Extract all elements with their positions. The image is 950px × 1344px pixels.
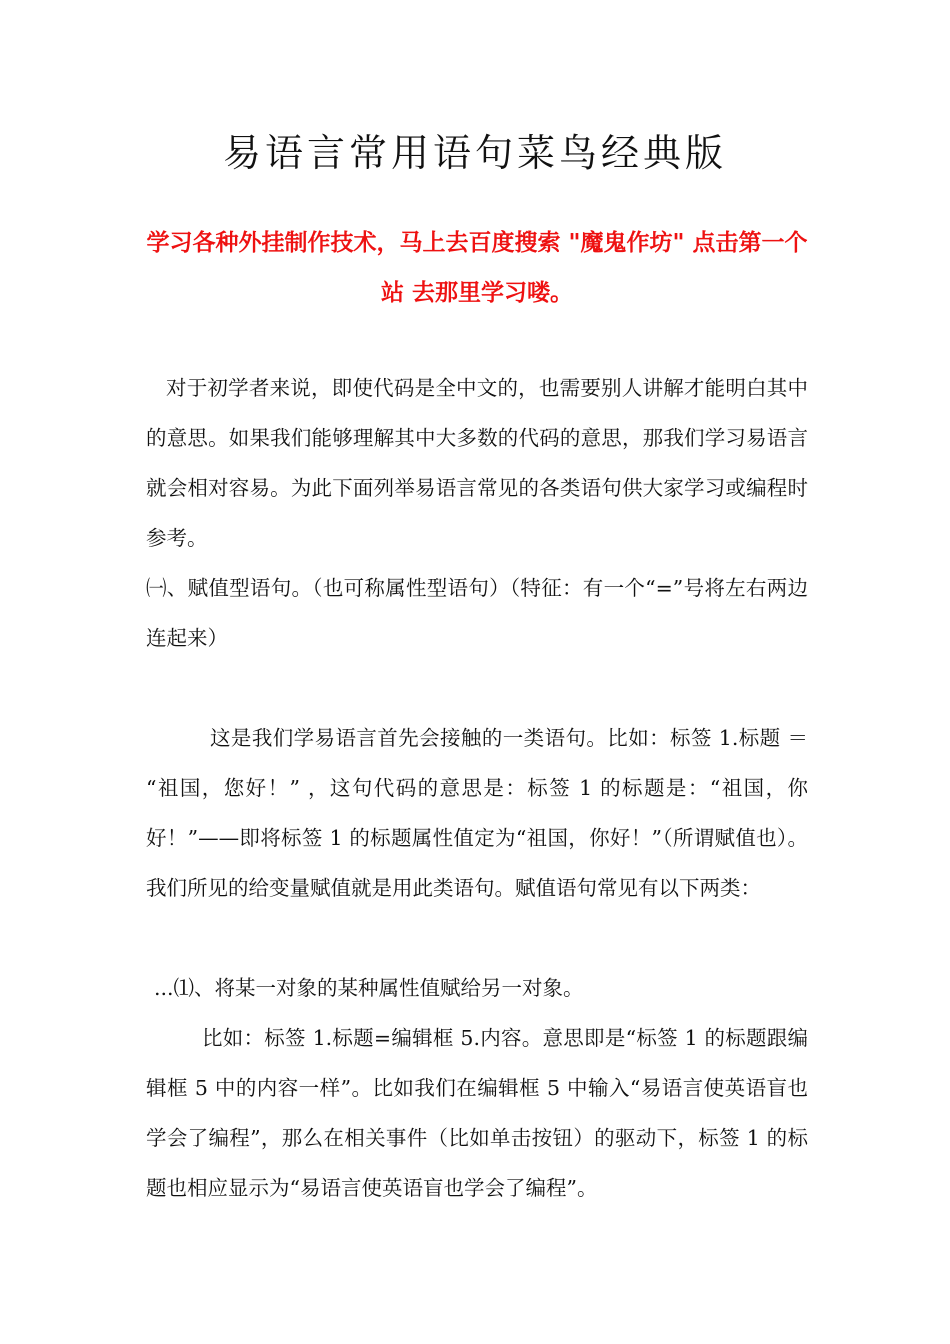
intro-paragraph: 对于初学者来说，即使代码是全中文的，也需要别人讲解才能明白其中的意思。如果我们能够理解其中大多数的代码的意思，那我们学习易语言就会相对容易。为此下面列举易语言常见的各类语句供大家学习或编程时参考。 xyxy=(146,376,808,550)
example-paragraph: 比如：标签 1.标题=编辑框 5.内容。意思即是“标签 1 的标题跟编辑框 5 中的内容一样”。比如我们在编辑框 5 中输入“易语言使英语盲也学会了编程”，那么在相关事件（比如单击按钮）的驱动下，标签 1 的标题也相应显示为“易语言使英语盲也学会了编程”。 xyxy=(146,1026,808,1200)
subsection-heading: ...⑴、将某一对象的某种属性值赋给另一对象。 xyxy=(154,976,584,1000)
document-title: 易语言常用语句菜鸟经典版 xyxy=(222,131,727,175)
promo-text: 学习各种外挂制作技术，马上去百度搜索 "魔鬼作坊" 点击第一个站 去那里学习喽。 xyxy=(146,229,808,306)
section-paragraph: 这是我们学易语言首先会接触的一类语句。比如：标签 1.标题 ＝ “祖国，您好！” ，这句代码的意思是：标签 1 的标题是：“祖国，你好！”——即将标签 1 的标题属性值定为“祖国，你好！”（所谓赋值也）。我们所见的给变量赋值就是用此类语句。赋值语句常见有以下两类： xyxy=(146,726,808,900)
section-heading: ㈠、赋值型语句。（也可称属性型语句）（特征：有一个“=”号将左右两边连起来） xyxy=(146,576,808,650)
